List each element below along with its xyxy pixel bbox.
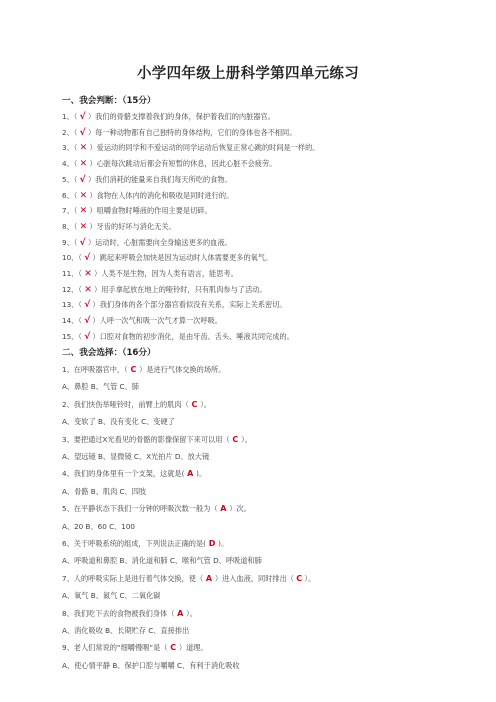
cross-mark-icon: ✕ (79, 206, 88, 217)
item-text: ）食物在人体内的消化和吸收是同时进行的。 (87, 190, 234, 200)
choice-text-tail: ）。 (200, 399, 211, 409)
choice-text-tail: ）次。 (229, 504, 251, 514)
item-number: 11、（ (62, 269, 85, 278)
choice-text-tail: )。 (218, 539, 229, 548)
check-mark-icon: √ (84, 316, 91, 327)
item-number: 2、（ (62, 127, 80, 137)
choice-options (62, 626, 189, 636)
cross-mark-icon: ✕ (79, 221, 88, 232)
item-text: ）人类不是生物，因为人类有语言，能思考。 (91, 269, 238, 278)
item-number: 12、（ (62, 284, 85, 294)
choice-text: A、使心情平静 B、保护口腔与嚼嚼 C、有利于消化吸收 (62, 660, 240, 670)
item-text: ）口腔对食物的初步消化，是由牙齿、舌头、唾液共同完成的。 (90, 331, 294, 341)
answer-letter: A (203, 573, 215, 583)
choice-text: 8、我们吃下去的食物被我们身体（ (62, 608, 175, 618)
answer-letter: A (184, 469, 197, 479)
choice-question (62, 539, 228, 549)
item-text: ）我们身体的各个部分器官看似没有关系，实际上关系密切。 (90, 300, 287, 310)
item-number: 7、（ (62, 206, 80, 216)
item-number: 3、（ (62, 143, 80, 153)
choice-options (62, 452, 209, 462)
cross-mark-icon: ✕ (79, 143, 88, 154)
check-mark-icon: √ (84, 253, 91, 264)
choice-options (62, 417, 175, 427)
choice-question (62, 435, 252, 445)
judgement-item (62, 316, 222, 326)
judgement-item (62, 143, 319, 153)
item-number: 6、（ (62, 190, 80, 200)
choice-question (62, 365, 225, 375)
item-text: ）运动时，心脏需要向全身输送更多的血液。 (85, 237, 232, 247)
judgement-item (62, 332, 294, 342)
choice-text-tail: ）。 (302, 573, 316, 583)
choice-text-tail: )。 (196, 469, 207, 479)
choice-options (62, 556, 262, 566)
answer-letter: C (296, 573, 303, 583)
item-text: ）每一种动物都有自己独特的身体结构，它们的身体也各不相同。 (85, 127, 297, 137)
item-number: 8、（ (62, 221, 80, 231)
check-mark-icon: √ (79, 127, 86, 138)
item-number: 4、（ (62, 159, 80, 169)
judgement-item (62, 269, 238, 279)
choice-options (62, 522, 135, 532)
judgement-item (62, 128, 296, 138)
choice-text: 3、要把通过X光看见的骨骼的影像保留下来可以用（ (62, 434, 230, 444)
item-text: ）跳起来呼吸会加快是因为运动时人体需要更多的氧气。 (90, 253, 273, 263)
cross-mark-icon: ✕ (84, 284, 92, 295)
answer-letter: C (188, 399, 201, 409)
answer-letter: C (127, 365, 140, 374)
answer-letter: C (229, 434, 242, 444)
section-heading-judgement: 一、我会判断：（15分） (62, 96, 156, 106)
item-number: 14、（ (62, 316, 85, 326)
item-text: ）用手拿起放在地上的哑铃时，只有肌肉参与了活动。 (91, 284, 267, 294)
choice-text: A、骨骼 B、肌肉 C、四肢 (62, 486, 147, 496)
item-number: 10、（ (62, 253, 85, 263)
item-text: ）我们的骨骼支撑着我们的身体，保护着我们的内脏器官。 (85, 112, 275, 121)
choice-text: 6、关于呼吸系统的组成，下列说法正确的是( (62, 539, 206, 548)
choice-text-tail: ）道理。 (178, 643, 208, 653)
choice-text: A、20 B、60 C、100 (62, 521, 136, 531)
judgement-item (62, 253, 272, 263)
choice-text: 5、在平静状态下我们一分钟的呼吸次数一般为（ (62, 504, 218, 514)
choice-text-tail: ）是进行气体交换的场所。 (139, 365, 226, 374)
section-heading-choice: 二、我会选择：（16分） (62, 348, 156, 358)
check-mark-icon: √ (84, 300, 91, 311)
choice-text: A、消化吸收 B、长期贮存 C、直接排出 (62, 626, 190, 635)
item-number: 5、（ (62, 174, 80, 184)
choice-question (62, 574, 315, 584)
choice-question (62, 469, 206, 479)
choice-question (62, 400, 211, 410)
choice-question (62, 643, 208, 653)
judgement-item (62, 159, 276, 169)
choice-question (62, 609, 197, 619)
item-number: 9、（ (62, 237, 80, 247)
choice-question (62, 504, 251, 514)
check-mark-icon: √ (79, 237, 86, 248)
answer-letter: C (167, 643, 179, 653)
choice-text: 1、在呼吸器官中，（ (62, 365, 128, 374)
choice-text-tail: ）进入血液，同时排出（ (214, 573, 297, 583)
choice-options (62, 382, 139, 392)
choice-text: 9、老人们常说的“细嚼慢咽”是（ (62, 643, 168, 653)
check-mark-icon: √ (84, 331, 91, 342)
judgement-item (62, 191, 233, 201)
item-number: 13、（ (62, 300, 85, 310)
choice-text: 2、我们快伤举哑铃时，前臂上的肌肉（ (62, 399, 189, 409)
cross-mark-icon: ✕ (84, 269, 92, 279)
choice-text: A、呼吸道和鼻腔 B、消化道和肺 C、喉和气管 D、呼吸道和肺 (62, 556, 262, 566)
item-text: ）咀嚼食物时唾液的作用主要是切碎。 (87, 206, 212, 216)
answer-letter: A (174, 608, 187, 618)
cross-mark-icon: ✕ (79, 159, 88, 170)
item-text: ）人呼一次气和吸一次气才算一次呼吸。 (90, 316, 222, 326)
choice-text-tail: ）。 (186, 608, 197, 618)
page-title: 小学四年级上册科学第四单元练习 (137, 66, 359, 82)
judgement-item (62, 238, 232, 248)
choice-text-tail: ）。 (241, 434, 252, 444)
check-mark-icon: √ (79, 174, 86, 185)
item-number: 1、（ (62, 112, 80, 121)
answer-letter: A (217, 504, 230, 514)
item-text: ）爱运动的同学和不爱运动的同学运动后恢复正常心跳的时间是一样的。 (87, 143, 320, 153)
choice-text: A、氧气 B、氮气 C、二氧化碳 (62, 591, 161, 601)
item-text: ）我们消耗的能量来自我们每天所吃的食物。 (85, 174, 232, 184)
item-number: 15、（ (62, 331, 85, 341)
choice-options (62, 487, 146, 497)
check-mark-icon: √ (79, 112, 86, 122)
choice-options (62, 591, 161, 601)
choice-options (62, 661, 240, 671)
choice-text: A、鼻腔 B、气管 C、肺 (62, 382, 139, 392)
judgement-item (62, 112, 275, 122)
item-text: ）心脏每次跳动后都会有短暂的休息，因此心脏不会疲劳。 (87, 159, 277, 169)
judgement-item (62, 285, 267, 295)
choice-text: 4、我们的身体里有一个支架，这就是( (62, 469, 185, 479)
judgement-item (62, 222, 176, 232)
judgement-item (62, 300, 287, 310)
item-text: ）牙齿的好坏与消化无关。 (87, 221, 176, 231)
choice-text: 7、人的呼吸实际上是进行着气体交换，使（ (62, 573, 204, 583)
answer-letter: D (205, 539, 219, 548)
cross-mark-icon: ✕ (79, 190, 88, 201)
judgement-item (62, 206, 212, 216)
choice-text: A、变软了 B、没有变化 C、变硬了 (62, 417, 175, 427)
choice-text: A、望远镜 B、显微镜 C、X光拍片 D、放大镜 (62, 452, 210, 461)
judgement-item (62, 175, 232, 185)
